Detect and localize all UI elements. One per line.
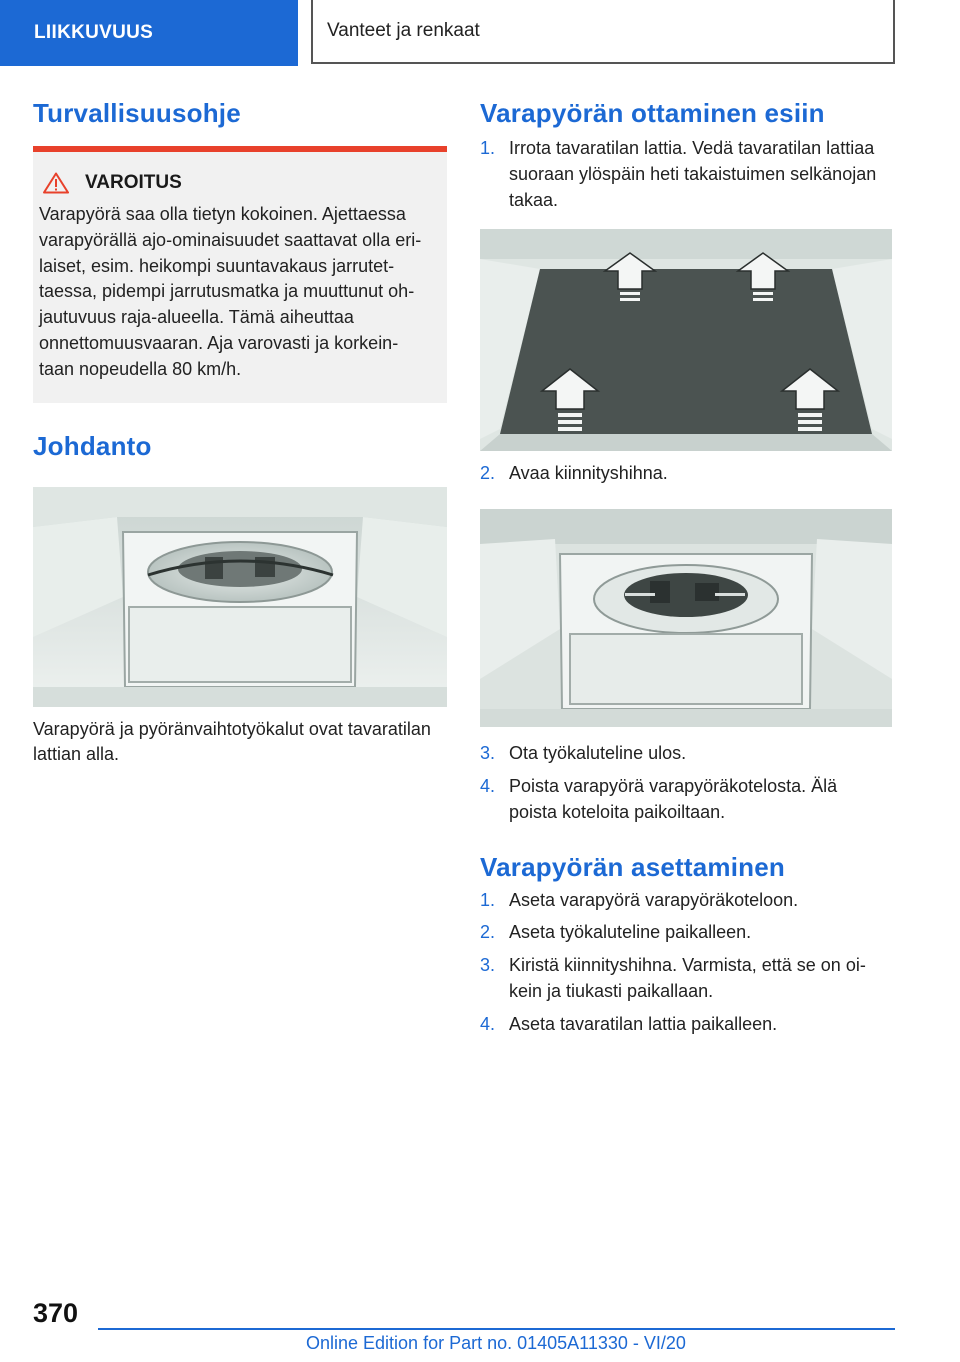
warning-line: taessa, pidempi jarrutusmatka ja muuttunut oh- <box>39 281 415 302</box>
left-column <box>33 96 447 768</box>
remove-heading: Varapyörän ottaminen esiin <box>480 98 825 128</box>
step-number: 2. <box>480 463 496 484</box>
step-line: Avaa kiinnityshihna. <box>509 463 668 484</box>
step-number: 4. <box>480 775 496 796</box>
section-tab <box>311 0 895 64</box>
intro-text <box>33 717 447 769</box>
step-line: Aseta työkaluteline paikalleen. <box>509 922 752 943</box>
step-number: 1. <box>480 138 496 158</box>
warning-text <box>39 202 441 383</box>
page-number: 370 <box>33 1298 79 1328</box>
install-heading: Varapyörän asettaminen <box>480 851 785 882</box>
install-steps <box>480 888 896 1038</box>
step-line: Aseta tavaratilan lattia paikalleen. <box>509 1013 778 1034</box>
strap-image <box>480 509 892 727</box>
intro-line: Varapyörä ja pyöränvaihtotyökalut ovat tavaratilan <box>33 718 431 739</box>
list-item <box>480 774 896 826</box>
step-line: takaa. <box>509 189 559 210</box>
chapter-title: LIIKKUVUUS <box>34 22 154 43</box>
safety-heading: Turvallisuusohje <box>33 98 241 128</box>
list-item <box>480 461 896 487</box>
step-number: 4. <box>480 1013 496 1034</box>
step-line: poista koteloita paikoiltaan. <box>509 801 726 822</box>
step-line: Kiristä kiinnityshihna. Varmista, että se on oi- <box>509 955 866 976</box>
list-item <box>480 888 896 914</box>
step-number: 3. <box>480 955 496 976</box>
trunk-floor-image <box>480 229 892 451</box>
intro-line: lattian alla. <box>33 744 120 765</box>
section-title: Vanteet ja renkaat <box>327 20 480 41</box>
step-number: 1. <box>480 889 496 910</box>
remove-steps-part3 <box>480 741 896 825</box>
warning-line: varapyörällä ajo-ominaisuudet saattavat olla eri- <box>39 229 422 250</box>
step-line: Poista varapyörä varapyöräkotelosta. Älä <box>509 775 838 796</box>
step-number: 2. <box>480 922 496 943</box>
warning-title: VAROITUS <box>85 172 182 193</box>
chapter-tab <box>0 0 298 66</box>
list-item <box>480 953 896 1005</box>
remove-steps-part1 <box>480 136 896 213</box>
warning-line: Varapyörä saa olla tietyn kokoinen. Ajettaessa <box>39 204 406 224</box>
step-number: 3. <box>480 743 496 764</box>
warning-line: laiset, esim. heikompi suuntavakaus jarrutet- <box>39 255 395 276</box>
step-line: Irrota tavaratilan lattia. Vedä tavaratilan lattiaa <box>509 138 875 158</box>
list-item <box>480 136 896 213</box>
step-line: kein ja tiukasti paikallaan. <box>509 980 714 1001</box>
step-line: Ota työkaluteline ulos. <box>509 743 687 764</box>
list-item <box>480 920 896 946</box>
warning-title-row <box>39 172 441 194</box>
remove-steps-part2 <box>480 461 896 487</box>
footer-divider <box>98 1328 895 1330</box>
intro-heading: Johdanto <box>33 430 152 461</box>
warning-line: onnettomuusvaaran. Aja varovasti ja korkein- <box>39 332 399 353</box>
warning-line: jautuvuus raja-alueella. Tämä aiheuttaa <box>39 307 354 328</box>
spare-wheel-well-image <box>33 487 447 707</box>
edition-text: Online Edition for Part no. 01405A11330 - VI/20 <box>306 1333 686 1353</box>
warning-line: taan nopeudella 80 km/h. <box>39 358 242 379</box>
step-line: suoraan ylöspäin heti takaistuimen selkänojan <box>509 163 877 184</box>
list-item <box>480 741 896 767</box>
right-column <box>480 96 896 1038</box>
warning-box <box>33 146 447 403</box>
warning-triangle-icon <box>43 172 69 194</box>
list-item <box>480 1012 896 1038</box>
step-line: Aseta varapyörä varapyöräkoteloon. <box>509 889 799 910</box>
